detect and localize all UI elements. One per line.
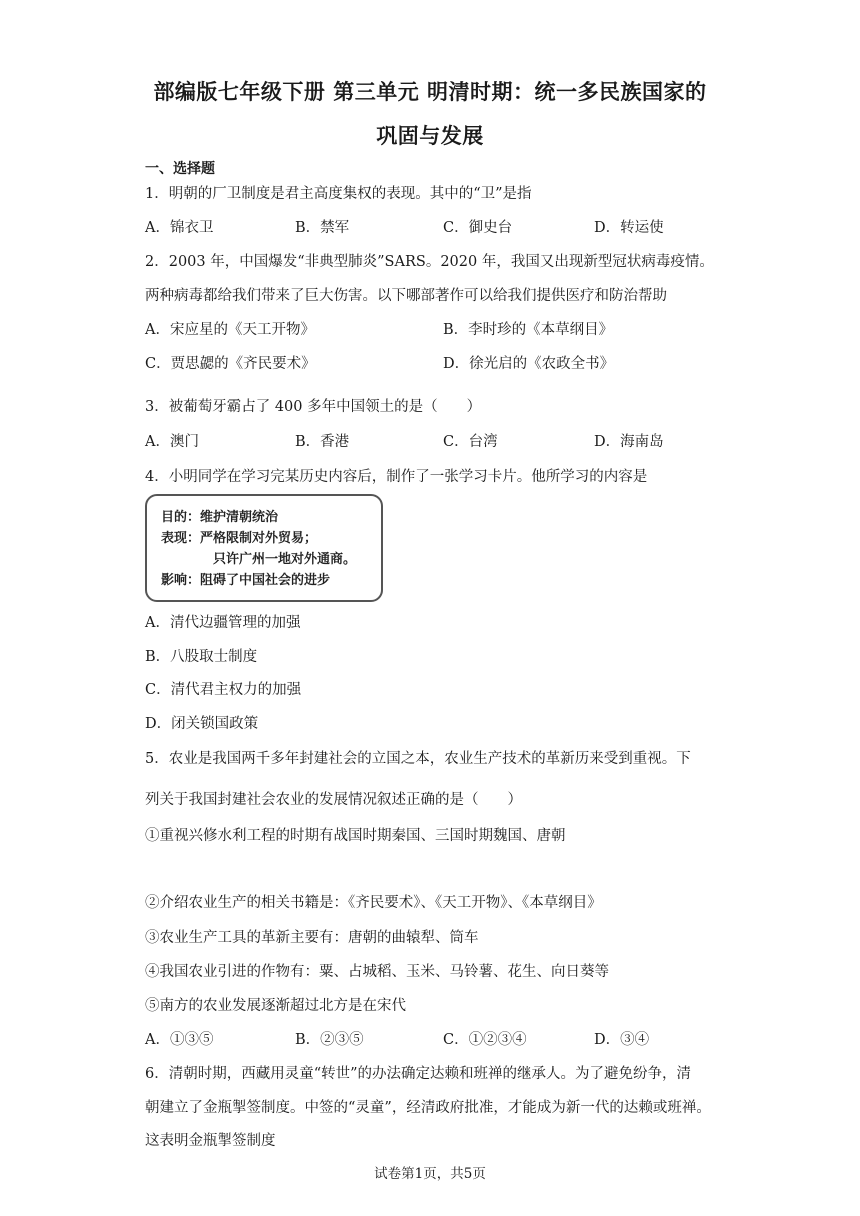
question-2-stem-line2: 两种病毒都给我们带来了巨大伤害。以下哪部著作可以给我们提供医疗和防治帮助 bbox=[145, 288, 667, 304]
question-5-stem-line2: 列关于我国封建社会农业的发展情况叙述正确的是（ ） bbox=[145, 792, 522, 808]
question-6-stem-line2: 朝建立了金瓶掣签制度。中签的“灵童”，经清政府批准，才能成为新一代的达赖或班禅。 bbox=[145, 1100, 711, 1116]
study-card bbox=[145, 494, 383, 602]
q4-option-c: C．清代君主权力的加强 bbox=[145, 682, 302, 698]
q5-statement-5: ⑤南方的农业发展逐渐超过北方是在宋代 bbox=[145, 998, 406, 1014]
page-footer: 试卷第1页，共5页 bbox=[374, 1166, 486, 1182]
q5-statement-1: ①重视兴修水利工程的时期有战国时期秦国、三国时期魏国、唐朝 bbox=[145, 828, 566, 844]
section-heading: 一、选择题 bbox=[145, 161, 215, 177]
question-3-stem: 3．被葡萄牙霸占了 400 多年中国领土的是（ ） bbox=[145, 399, 482, 415]
question-1-stem: 1．明朝的厂卫制度是君主高度集权的表现。其中的“卫”是指 bbox=[145, 186, 532, 202]
q1-option-d: D．转运使 bbox=[594, 220, 664, 236]
q4-option-b: B．八股取士制度 bbox=[145, 649, 258, 665]
q2-option-d: D．徐光启的《农政全书》 bbox=[443, 356, 615, 372]
q1-option-a: A．锦衣卫 bbox=[145, 220, 214, 236]
q5-option-c: C．①②③④ bbox=[443, 1032, 527, 1048]
q5-statement-3: ③农业生产工具的革新主要有：唐朝的曲辕犁、筒车 bbox=[145, 930, 479, 946]
card-impact: 影响：阻碍了中国社会的进步 bbox=[161, 573, 331, 588]
q5-statement-2: ②介绍农业生产的相关书籍是：《齐民要术》、《天工开物》、《本草纲目》 bbox=[145, 895, 602, 911]
q5-option-d: D．③④ bbox=[594, 1032, 650, 1048]
question-6-stem-line3: 这表明金瓶掣签制度 bbox=[145, 1133, 276, 1149]
q5-option-a: A．①③⑤ bbox=[145, 1032, 214, 1048]
card-manifestation: 表现：严格限制对外贸易； bbox=[161, 531, 318, 546]
q3-option-d: D．海南岛 bbox=[594, 434, 664, 450]
card-manifestation-cont: 只许广州一地对外通商。 bbox=[213, 552, 357, 567]
q2-option-a: A．宋应星的《天工开物》 bbox=[145, 322, 315, 338]
page-title-line2: 巩固与发展 bbox=[376, 124, 484, 148]
q3-option-c: C．台湾 bbox=[443, 434, 498, 450]
q4-option-a: A．清代边疆管理的加强 bbox=[145, 615, 301, 631]
q5-option-b: B．②③⑤ bbox=[295, 1032, 364, 1048]
question-4-stem: 4．小明同学在学习完某历史内容后，制作了一张学习卡片。他所学习的内容是 bbox=[145, 469, 648, 485]
q4-option-d: D．闭关锁国政策 bbox=[145, 716, 259, 732]
q3-option-a: A．澳门 bbox=[145, 434, 199, 450]
q1-option-c: C．御史台 bbox=[443, 220, 513, 236]
question-2-stem-line1: 2．2003 年，中国爆发“非典型肺炎”SARS。2020 年，我国又出现新型冠状病毒疫情。 bbox=[145, 254, 714, 270]
q5-statement-4: ④我国农业引进的作物有：粟、占城稻、玉米、马铃薯、花生、向日葵等 bbox=[145, 964, 609, 980]
q3-option-b: B．香港 bbox=[295, 434, 350, 450]
card-purpose: 目的：维护清朝统治 bbox=[161, 510, 279, 525]
question-6-stem-line1: 6．清朝时期，西藏用灵童“转世”的办法确定达赖和班禅的继承人。为了避免纷争，清 bbox=[145, 1066, 692, 1082]
page-title-line1: 部编版七年级下册 第三单元 明清时期：统一多民族国家的 bbox=[153, 80, 707, 104]
q2-option-c: C．贾思勰的《齐民要术》 bbox=[145, 356, 316, 372]
question-5-stem-line1: 5．农业是我国两千多年封建社会的立国之本，农业生产技术的革新历来受到重视。下 bbox=[145, 751, 691, 767]
q1-option-b: B．禁军 bbox=[295, 220, 350, 236]
q2-option-b: B．李时珍的《本草纲目》 bbox=[443, 322, 614, 338]
